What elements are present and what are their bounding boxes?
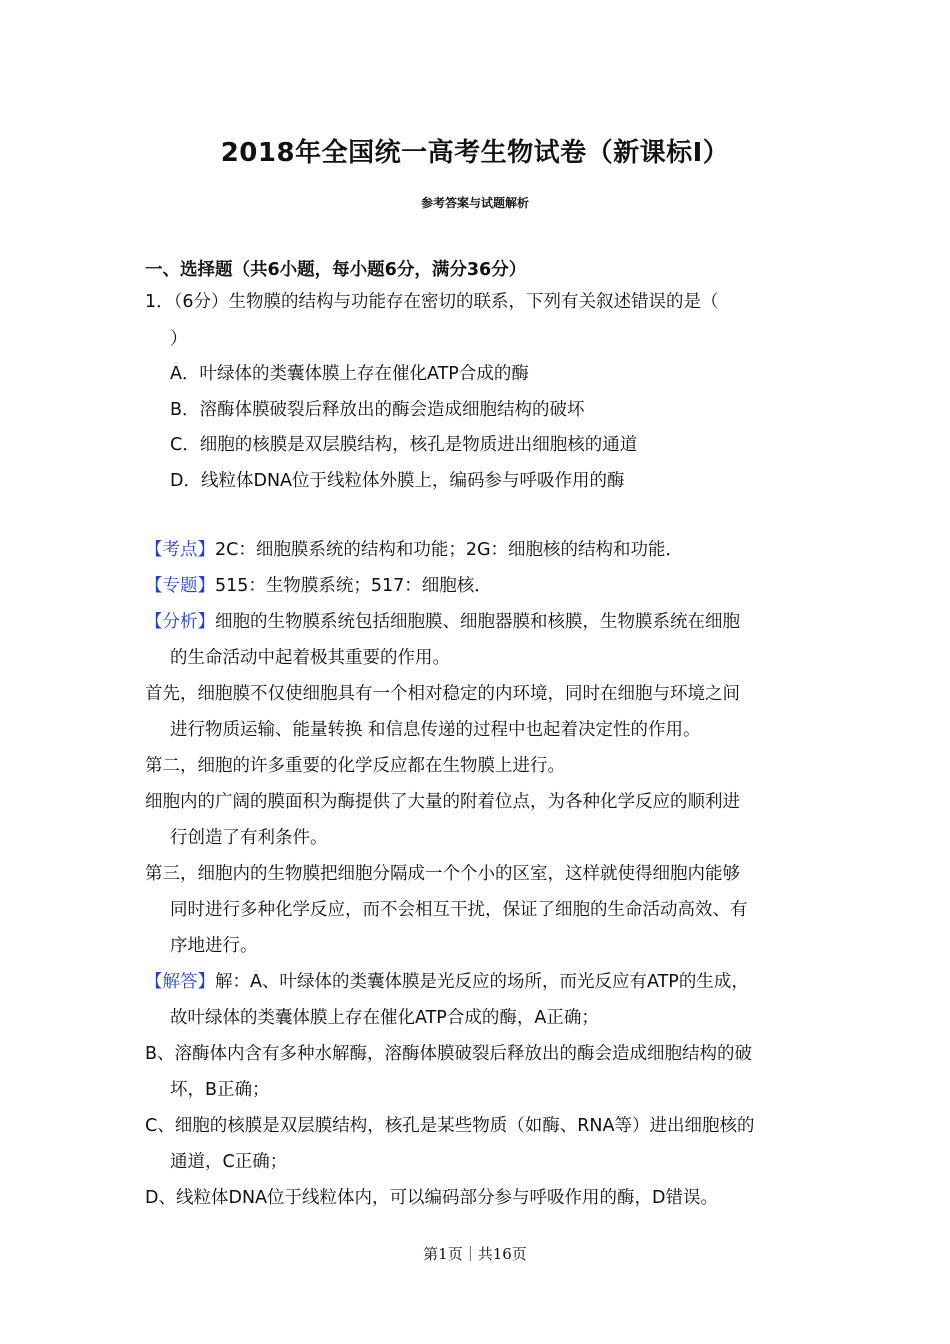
fenxi-line-2: 的生命活动中起着极其重要的作用。 xyxy=(170,648,450,668)
question-stem-line-2: ） xyxy=(170,329,188,349)
paragraph-1-line-1: 首先，细胞膜不仅使细胞具有一个相对稳定的内环境，同时在细胞与环境之间 xyxy=(145,684,740,704)
fenxi-line-1 xyxy=(145,610,740,634)
jieda-line-1 xyxy=(145,970,749,994)
paragraph-1-line-2: 进行物质运输、能量转换 和信息传递的过程中也起着决定性的作用。 xyxy=(170,720,701,740)
fenxi-text-1: 细胞的生物膜系统包括细胞膜、细胞器膜和核膜，生物膜系统在细胞 xyxy=(215,612,740,632)
option-b: B．溶酶体膜破裂后释放出的酶会造成细胞结构的破坏 xyxy=(170,400,585,420)
zhuanti-text: 515：生物膜系统；517：细胞核． xyxy=(215,576,492,596)
question-stem-line-1: 1．（6分）生物膜的结构与功能存在密切的联系，下列有关叙述错误的是（ xyxy=(145,292,719,312)
zhuanti-line xyxy=(145,574,492,598)
paragraph-4-line-2: 同时进行多种化学反应，而不会相互干扰，保证了细胞的生命活动高效、有 xyxy=(170,900,748,920)
option-d: D．线粒体DNA位于线粒体外膜上，编码参与呼吸作用的酶 xyxy=(170,471,625,491)
page-footer: 第1页｜共16页 xyxy=(423,1245,527,1263)
kaodian-line xyxy=(145,538,683,562)
answer-c-line-1: C、细胞的核膜是双层膜结构，核孔是某些物质（如酶、RNA等）进出细胞核的 xyxy=(145,1116,755,1136)
answer-c-line-2: 通道，C正确； xyxy=(170,1152,288,1172)
answer-d-line-1: D、线粒体DNA位于线粒体内，可以编码部分参与呼吸作用的酶，D错误。 xyxy=(145,1188,718,1208)
jieda-text-1: 解：A、叶绿体的类囊体膜是光反应的场所，而光反应有ATP的生成， xyxy=(215,972,749,992)
answer-b-line-2: 坏，B正确； xyxy=(170,1080,270,1100)
zhuanti-tag: 【专题】 xyxy=(145,576,215,596)
paragraph-3-line-1: 细胞内的广阔的膜面积为酶提供了大量的附着位点，为各种化学反应的顺利进 xyxy=(145,792,740,812)
kaodian-tag: 【考点】 xyxy=(145,540,215,560)
jieda-tag: 【解答】 xyxy=(145,972,215,992)
paragraph-2-line-1: 第二，细胞的许多重要的化学反应都在生物膜上进行。 xyxy=(145,756,565,776)
answer-b-line-1: B、溶酶体内含有多种水解酶，溶酶体膜破裂后释放出的酶会造成细胞结构的破 xyxy=(145,1044,753,1064)
document-subtitle: 参考答案与试题解析 xyxy=(420,196,529,210)
option-a: A．叶绿体的类囊体膜上存在催化ATP合成的酶 xyxy=(170,364,529,384)
section-heading: 一、选择题（共6小题，每小题6分，满分36分） xyxy=(145,260,527,280)
option-c: C．细胞的核膜是双层膜结构，核孔是物质进出细胞核的通道 xyxy=(170,435,638,455)
kaodian-text: 2C：细胞膜系统的结构和功能；2G：细胞核的结构和功能． xyxy=(215,540,684,560)
paragraph-3-line-2: 行创造了有利条件。 xyxy=(170,828,328,848)
paragraph-4-line-3: 序地进行。 xyxy=(170,936,258,956)
fenxi-tag: 【分析】 xyxy=(145,612,215,632)
paragraph-4-line-1: 第三，细胞内的生物膜把细胞分隔成一个个小的区室，这样就使得细胞内能够 xyxy=(145,864,740,884)
jieda-line-2: 故叶绿体的类囊体膜上存在催化ATP合成的酶，A正确； xyxy=(170,1008,599,1028)
document-title: 2018年全国统一高考生物试卷（新课标Ⅰ） xyxy=(220,138,730,168)
